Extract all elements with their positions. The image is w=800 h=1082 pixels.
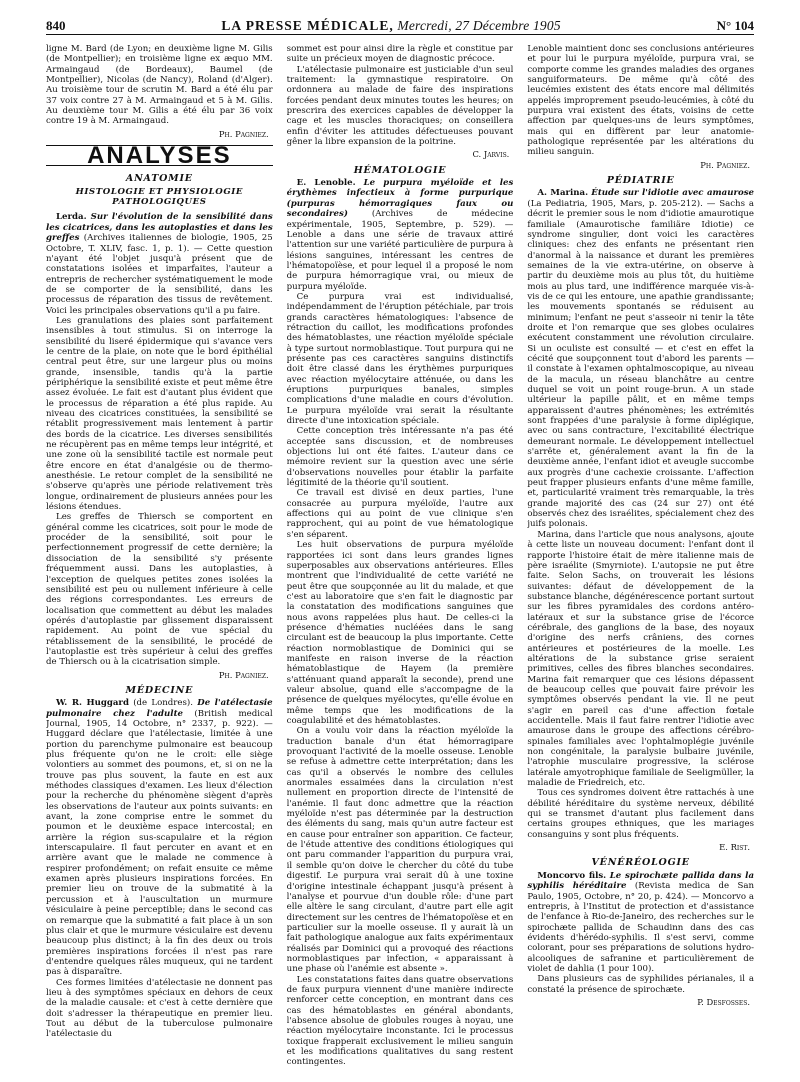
article-title: Sur l'évolution de la sensibilité dans les cicatrices, dans les autoplasties et dans les greffes bbox=[46, 212, 273, 244]
paragraph: Marina, dans l'article que nous analysons, ajoute à cette liste un nouveau document: l'enfant dont il rapporte l'histoire était de mère italienne mais de père israélite (Smyrniote). L'autopsie ne put être faite. Selon Sachs, on trouverait les lésions suivantes: défaut de développement de la substance blanche, dégénérescence portant surtout sur les fibres pyramidales des cordons antéro-latéraux et sur la substance grise de l'écorce cérébrale, des ganglions de la base, des noyaux d'origine des nerfs crâniens, des cornes antérieures et postérieures de la moelle. Les altérations de la substance grise seraient primitives, celles des fibres blanches secondaires. Marina fait remarquer que ces lésions dépassent de beaucoup celles que pouvait faire prévoir les symptômes observés pendant la vie. Il ne peut s'agir en pareil cas d'une affection fœtale accidentelle. Mais il faut faire rentrer l'idiotie avec amaurose dans le groupe des affections cérébro-spinales familiales avec l'ophtalmoplégie juvénile non congénitale, la paralysie bulbaire juvénile, l'atrophie musculaire progressive, la sclérose latérale amyotrophique familiale de Seeligmüller, la maladie de Friedreich, etc. bbox=[527, 529, 755, 789]
author-place: (de Londres). bbox=[133, 698, 193, 709]
journal-name: LA PRESSE MÉDICALE, bbox=[221, 18, 394, 33]
signature: Ph. Pagniez. bbox=[218, 669, 269, 680]
paragraph: L'atélectasie pulmonaire est justiciable d'un seul traitement: la gymnastique respiratoire. On ordonnera au malade de faire des inspirations forcées pendant deux minutes toutes les heures; on prescrira des exercices capables de développer la cage et les muscles thoraciques; on conseillera enfin d'éviter les attitudes défectueuses pouvant gêner la libre expansion de la poitrine. bbox=[286, 64, 514, 148]
page-header bbox=[46, 12, 754, 35]
section-heading-analyses: ANALYSES bbox=[46, 145, 273, 166]
issue-date: Mercredi, 27 Décembre 1905 bbox=[397, 18, 561, 33]
section-title-anatomie: ANATOMIE bbox=[125, 173, 193, 185]
signature: E. Rist. bbox=[719, 842, 751, 853]
paragraph: Cette conception très intéressante n'a pas été acceptée sans discussion, et de nombreuses objections lui ont été faites. L'auteur dans ce mémoire revient sur la question avec une série d'observations nouvelles pour établir la parfaite légitimité de la théorie qu'il soutient. bbox=[286, 426, 514, 489]
article-moncorvo bbox=[527, 871, 754, 974]
page-number: 840 bbox=[46, 18, 66, 33]
article-title: De l'atélectasie pulmonaire chez l'adulte bbox=[46, 698, 273, 719]
article-lenoble bbox=[287, 178, 514, 292]
column-3 bbox=[527, 44, 754, 1076]
article-author: E. Lenoble. bbox=[296, 178, 356, 189]
article-body: (Archives italiennes de biologie, 1905, 25 Octobre, T. XLIV, fasc. 1, p. 1). — Cette question n'ayant été l'objet jusqu'à présent que de constatations isolées et imparfaites, l'auteur a entrepris de rechercher systématiquement le mode de se comporter de la sensibilité, dans les processus de réparation des tissus de revêtement. Voici les principales observations qu'il a pu faire. bbox=[46, 233, 273, 316]
article-marina bbox=[527, 188, 754, 529]
paragraph: Dans plusieurs cas de syphilides périanales, il a constaté la présence de spirochæte. bbox=[527, 974, 755, 995]
article-title: Le spirochæte pallida dans la syphilis héréditaire bbox=[527, 870, 755, 892]
paragraph: Ce purpura vrai est individualisé, indépendamment de l'éruption pétéchiale, par trois grands caractères hématologiques: l'absence de rétraction du caillot, les modifications profondes des hématoblastes, une réaction myéloïde spéciale à type surtout normoblastique. Tout purpura qui ne présente pas ces caractères sanguins distinctifs doit être classé dans les érythèmes purpuriques avec réaction myélocytaire atténuée, ou dans les éruptions purpuriques banales, simples complications d'une maladie en cours d'évolution. Le purpura myéloïde vrai serait la résultante directe d'une intoxication spéciale. bbox=[286, 291, 514, 427]
running-title bbox=[221, 18, 560, 34]
paragraph: On a voulu voir dans la réaction myéloïde la traduction banale d'un état hémorragipare provoquant l'activité de la moelle osseuse. Lenoble se refuse à admettre cette interprétation; dans les cas qu'il a observés le nombre des cellules anormales essaimées dans la circulation n'est nullement en proportion directe de l'intensité de l'anémie. Il faut donc admettre que la réaction myéloïde n'est pas déterminée par la destruction des éléments du sang, mais qu'un autre facteur est en cause pour entraîner son apparition. Ce facteur, de l'étude attentive des conditions étiologiques qui ont paru commander l'apparition du purpura vrai, il semble qu'on doive le chercher du côté du tube digestif. Le purpura vrai serait dû à une toxine d'origine intestinale échappant jusqu'à présent à l'analyse et pourvue d'un double rôle: d'une part elle altère le sang circulant, d'autre part elle agit directement sur les centres de l'hématopoïèse et en particulier sur la moelle osseuse. Il y aurait là un fait pathologique analogue aux faits expérimentaux réalisés par Dominici qui a provoqué des réactions normoblastiques par infection, « apparaissant à une phase où l'anémie est absente ». bbox=[286, 726, 514, 975]
article-title: Étude sur l'idiotie avec amaurose bbox=[591, 188, 755, 199]
paragraph: Les constatations faites dans quatre observations de faux purpura viennent d'une manière indirecte renforcer cette conception, en montrant dans ces cas des hématoblastes en général abondants, l'absence absolue de globules rouges à noyau, une réaction myélocytaire inconstante. Ici le processus toxique frapperait exclusivement le milieu sanguin et les modifications qualitatives du sang restent contingentes. bbox=[286, 974, 514, 1068]
paragraph: Ces formes limitées d'atélectasie ne donnent pas lieu à des symptômes spéciaux en dehors de ceux de la maladie causale: et c'est à cette dernière que doit s'adresser la thérapeutique en premier lieu. Tout au début de la tuberculose pulmonaire l'atélectasie du bbox=[46, 977, 273, 1040]
section-title-venereologie: VÉNÉRÉOLOGIE bbox=[591, 857, 690, 869]
paragraph: Les granulations des plaies sont parfaitement insensibles à tout stimulus. Si on interroge la sensibilité du liseré épidermique qui s'avance vers le centre de la plaie, on note que le bord épithélial central peut être, sur une largeur plus ou moins grande, insensible, tandis qu'à la partie périphérique la sensibilité existe et peut même être assez évoluée. Le fait est d'autant plus évident que le processus de réparation a été plus rapide. Au niveau des cicatrices constituées, la sensibilité se rétablit progressivement mais lentement à partir des bords de la cicatrice. Les diverses sensibilités ne récupèrent pas en même temps leur intégrité, et une zone où la sensibilité tactile est normale peut être encore en état d'analgésie ou de thermo-anesthésie. Le retour complet de la sensibilité ne s'observe qu'après une période relativement très longue, ordinairement de plusieurs années pour les lésions étendues. bbox=[46, 315, 273, 513]
section-title-hematologie: HÉMATOLOGIE bbox=[353, 164, 447, 176]
article-body: (Revista medica de San Paulo, 1905, Octobre, n° 20, p. 424). — Moncorvo a entrepris, à l'Institut de protection et d'assistance de l'enfance à Rio-de-Janeiro, des recherches sur le spirochæte pallida de Schaudinn dans des cas évidents d'hérédo-syphilis. Il s'est servi, comme colorant, pour ses préparations de solutions hydro-alcooliques de safranine et particulièrement de violet de dahlia (1 pour 100). bbox=[527, 881, 755, 974]
column-1 bbox=[46, 44, 273, 1076]
paragraph: Tous ces syndromes doivent être rattachés à une débilité héréditaire du système nerveux, débilité qui se transmet d'autant plus facilement dans certains groupes ethniques, que les mariages consanguins y sont plus fréquents. bbox=[527, 788, 755, 840]
signature: C. Jarvis. bbox=[472, 149, 510, 160]
issue-number: N° 104 bbox=[716, 18, 754, 33]
article-lerda bbox=[46, 212, 273, 315]
paragraph: Ce travail est divisé en deux parties, l'une consacrée au purpura myéloïde, l'autre aux affections qui au point de vue clinique s'en rapprochent, qui au point de vue hématologique s'en séparent. bbox=[286, 488, 514, 540]
subsection-title: HISTOLOGIE ET PHYSIOLOGIE PATHOLOGIQUES bbox=[75, 186, 244, 208]
signature: Ph. Pagniez. bbox=[218, 128, 269, 139]
section-title-medecine: MÉDECINE bbox=[125, 684, 194, 696]
columns bbox=[46, 44, 754, 1076]
paragraph: Lenoble maintient donc ses conclusions antérieures et pour lui le purpura myéloïde, purpura vrai, se comporte comme les grandes maladies des organes sanguiformateurs. De même qu'à côté des leucémies existent des états encore mal délimités appelés improprement pseudo-leucémies, à côté du purpura vrai existent des états, voisins de cette affection par quelques-uns de leurs symptômes, mais qui en diffèrent par leur anatomie-pathologique représentée par les altérations du milieu sanguin. bbox=[527, 44, 755, 158]
article-body: (Archives de médecine expérimentale, 1905, Septembre, p. 529). — Lenoble a dans une série de travaux attiré l'attention sur une variété particulière de purpura à lésions sanguines, intéressant les centres de l'hématopoïèse, et pour lequel il a proposé le nom de purpura hémorragique vrai, ou mieux de purpura myéloïde. bbox=[286, 209, 514, 292]
column-2 bbox=[287, 44, 514, 1076]
signature: Ph. Pagniez. bbox=[700, 159, 751, 170]
article-author: W. R. Huggard bbox=[56, 698, 129, 709]
article-huggard bbox=[46, 698, 273, 977]
article-author: Lerda. bbox=[56, 212, 87, 223]
article-body: (La Pediatria, 1905, Mars, p. 205-212). — Sachs a décrit le premier sous le nom d'idiotie amaurotique familiale (Amaurotische familiäre Idiotie) ce syndrome singulier, dont voici les caractères cliniques: chez des enfants ne présentant rien d'anormal à la naissance et durant les premières semaines de la vie extra-utérine, on observe à partir du deuxième mois au plus tôt, du huitième mois au plus tard, une indifférence marquée vis-à-vis de ce qui les entoure, une apathie grandissante; les mouvements spontanés se réduisent au minimum; l'enfant ne peut s'asseoir ni tenir la tête droite et l'on remarque que ses globes oculaires exécutent constamment une révolution circulaire. Si un oculiste est consulté — et c'est en effet la cécité que soupçonnent tout d'abord les parents — il constate à l'examen ophtalmoscopique, au niveau de la macula, un réseau blanchâtre au centre duquel se voit un point rouge-brun. A un stade ultérieur la papille pâlit, et en même temps apparaissent d'autres phénomènes; les extrémités sont frappées d'une paralysie à forme diplégique, avec ou sans contracture, l'excitabilité électrique demeurant normale. Le développement intellectuel s'arrête et, généralement avant la fin de la deuxième année, l'enfant idiot et aveugle succombe aux progrès d'une cachexie croissante. L'affection peut frapper plusieurs enfants d'une même famille, et, particularité vraiment très remarquable, la très grande majorité des cas (24 sur 27) ont été observés chez des israélites, spécialement chez des juifs polonais. bbox=[527, 198, 755, 530]
article-author: A. Marina. bbox=[537, 188, 589, 199]
paragraph: ligne M. Bard (de Lyon; en deuxième ligne M. Gilis (de Montpellier); en troisième ligne ex æquo MM. Armaingaud (de Bordeaux), Baumel (de Montpellier), Nicolas (de Nancy), Roland (d'Alger). Au troisième tour de scrutin M. Bard a été élu par 37 voix contre 27 à M. Armaingaud et 5 à M. Gilis. Au deuxième tour M. Gilis a été élu par 36 voix contre 19 à M. Armaingaud. bbox=[46, 44, 273, 127]
section-title-pediatrie: PÉDIATRIE bbox=[606, 175, 675, 187]
paragraph: Les huit observations de purpura myéloïde rapportées ici sont dans leurs grandes lignes superposables aux observations antérieures. Elles montrent que l'individualité de cette variété ne peut être que soupçonnée au lit du malade, et que c'est au laboratoire que s'en fait le diagnostic par la constatation des modifications sanguines que nous avons rappelées plus haut. De celles-ci la présence d'hématies nucléées dans le sang circulant est de beaucoup la plus importante. Cette réaction normoblastique de Dominici qui se manifeste en raison inverse de la réaction hématoblastique de Hayem (la première s'atténuant quand apparaît la seconde), prend une valeur absolue, quand elle s'accompagne de la présence de quelques myélocytes, qu'elle évolue en même temps que les modifications de la coagulabilité et des hématoblastes. bbox=[286, 540, 514, 726]
paragraph: Les greffes de Thiersch se comportent en général comme les cicatrices, soit pour le mode de procéder de la sensibilité, soit pour le perfectionnement progressif de cette dernière; la dissociation de la sensibilité s'y présente fréquemment aussi. Dans les autoplasties, à l'exception de quelques petites zones isolées la sensibilité est peu ou nullement inférieure à celle des régions correspondantes. Les erreurs de localisation que commettent au début les malades opérés d'autoplastie par glissement disparaissent rapidement. Au point de vue spécial du rétablissement de la sensibilité, le procédé de l'autoplastie est très supérieur à celui des greffes de Thiersch ou à la cicatrisation simple. bbox=[46, 512, 273, 668]
article-body: (British medical Journal, 1905, 14 Octobre, n° 2337, p. 922). — Huggard déclare que l'atélectasie, limitée à une portion du parenchyme pulmonaire est beaucoup plus fréquente qu'on ne le croit: elle siège volontiers au sommet des poumons, et, si on ne la trouve pas plus souvent, la faute en est aux méthodes classiques d'examen. Les lieux d'élection pour la recherche du phénomène siègent d'après les observations de l'auteur aux points suivants: en avant, la zone comprise entre le sommet du poumon et le deuxième espace intercostal; en arrière la région sus-scapulaire et la région interscapulaire. Il faut percuter en avant et en arrière avant que le malade ne commence à respirer profondément; on refait ensuite ce même examen après plusieurs inspirations forcées. En premier lieu on trouve de la submatité à la percussion et à l'auscultation un murmure vésiculaire à peine perceptible; dans le second cas on remarque que la submatité a fait place à un son plus clair et que le murmure vésiculaire est devenu beaucoup plus distinct; à la fin des deux ou trois premières inspirations forcées il n'est pas rare d'entendre quelques râles muqueux, qui ne tardent pas à disparaître. bbox=[46, 708, 273, 978]
article-title: Le purpura myéloïde et les érythèmes infectieux à forme purpurique (purpuras hémorragiques faux ou secondaires) bbox=[286, 178, 514, 220]
paragraph: sommet est pour ainsi dire la règle et constitue par suite un précieux moyen de diagnostic précoce. bbox=[286, 44, 514, 65]
article-author: Moncorvo fils. bbox=[537, 870, 607, 881]
signature: P. Desfosses. bbox=[697, 996, 751, 1007]
